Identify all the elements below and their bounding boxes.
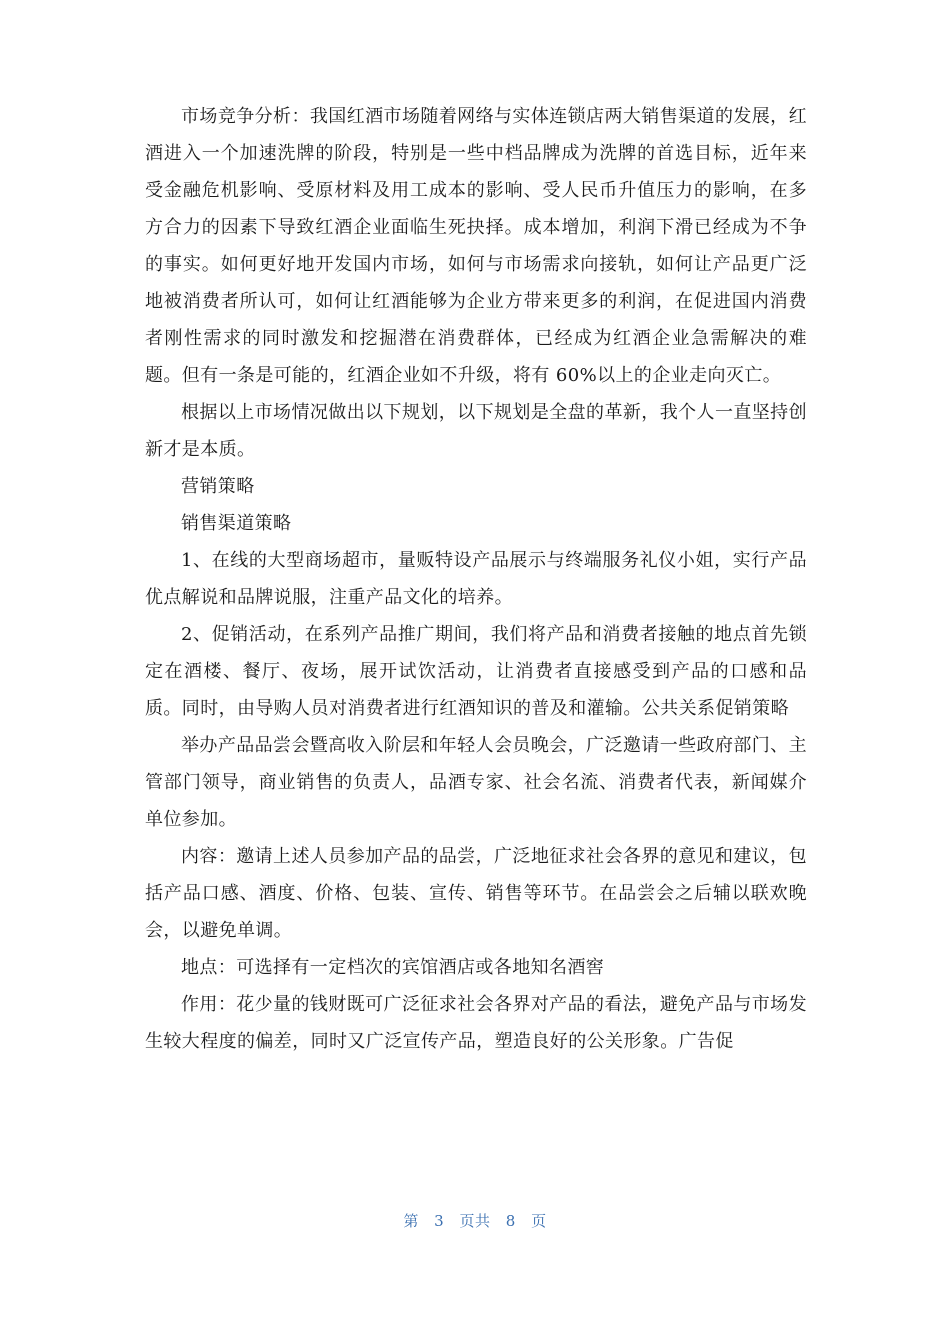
footer-middle: 页共	[459, 1212, 491, 1230]
footer-total-pages: 8	[505, 1212, 516, 1230]
document-body	[145, 98, 807, 1060]
paragraph-tasting-event: 举办产品品尝会暨高收入阶层和年轻人会员晚会，广泛邀请一些政府部门、主管部门领导，商业销售的负责人，品酒专家、社会名流、消费者代表，新闻媒介单位参加。	[145, 735, 807, 830]
footer-suffix: 页	[531, 1212, 547, 1230]
paragraph-planning: 根据以上市场情况做出以下规划，以下规划是全盘的革新，我个人一直坚持创新才是本质。	[145, 402, 807, 460]
paragraph-market-analysis: 市场竞争分析：我国红酒市场随着网络与实体连锁店两大销售渠道的发展，红酒进入一个加速洗牌的阶段，特别是一些中档品牌成为洗牌的首选目标，近年来受金融危机影响、受原材料及用工成本的影响、受人民币升值压力的影响，在多方合力的因素下导致红酒企业面临生死抉择。成本增加，利润下滑已经成为不争的事实。如何更好地开发国内市场，如何与市场需求向接轨，如何让产品更广泛地被消费者所认可，如何让红酒能够为企业方带来更多的利润，在促进国内消费者刚性需求的同时激发和挖掘潜在消费群体，已经成为红酒企业急需解决的难题。但有一条是可能的，红酒企业如不升级，将有 60%以上的企业走向灭亡。	[145, 106, 807, 386]
paragraph-effect: 作用：花少量的钱财既可广泛征求社会各界对产品的看法，避免产品与市场发生较大程度的偏差，同时又广泛宣传产品，塑造良好的公关形象。广告促	[145, 994, 807, 1052]
heading-sales-channel-strategy: 销售渠道策略	[181, 513, 292, 534]
paragraph-item-1: 1、在线的大型商场超市，量贩特设产品展示与终端服务礼仪小姐，实行产品优点解说和品牌说服，注重产品文化的培养。	[145, 550, 807, 608]
paragraph-content: 内容：邀请上述人员参加产品的品尝，广泛地征求社会各界的意见和建议，包括产品口感、酒度、价格、包装、宣传、销售等环节。在品尝会之后辅以联欢晚会，以避免单调。	[145, 846, 807, 941]
paragraph-location: 地点：可选择有一定档次的宾馆酒店或各地知名酒窖	[181, 957, 605, 978]
heading-marketing-strategy: 营销策略	[181, 476, 255, 497]
footer-prefix: 第	[403, 1212, 419, 1230]
footer-current-page: 3	[434, 1212, 445, 1230]
paragraph-item-2: 2、促销活动，在系列产品推广期间，我们将产品和消费者接触的地点首先锁定在酒楼、餐厅、夜场，展开试饮活动，让消费者直接感受到产品的口感和品质。同时，由导购人员对消费者进行红酒知识的普及和灌输。公共关系促销策略	[145, 624, 807, 719]
page-footer	[0, 1210, 950, 1231]
